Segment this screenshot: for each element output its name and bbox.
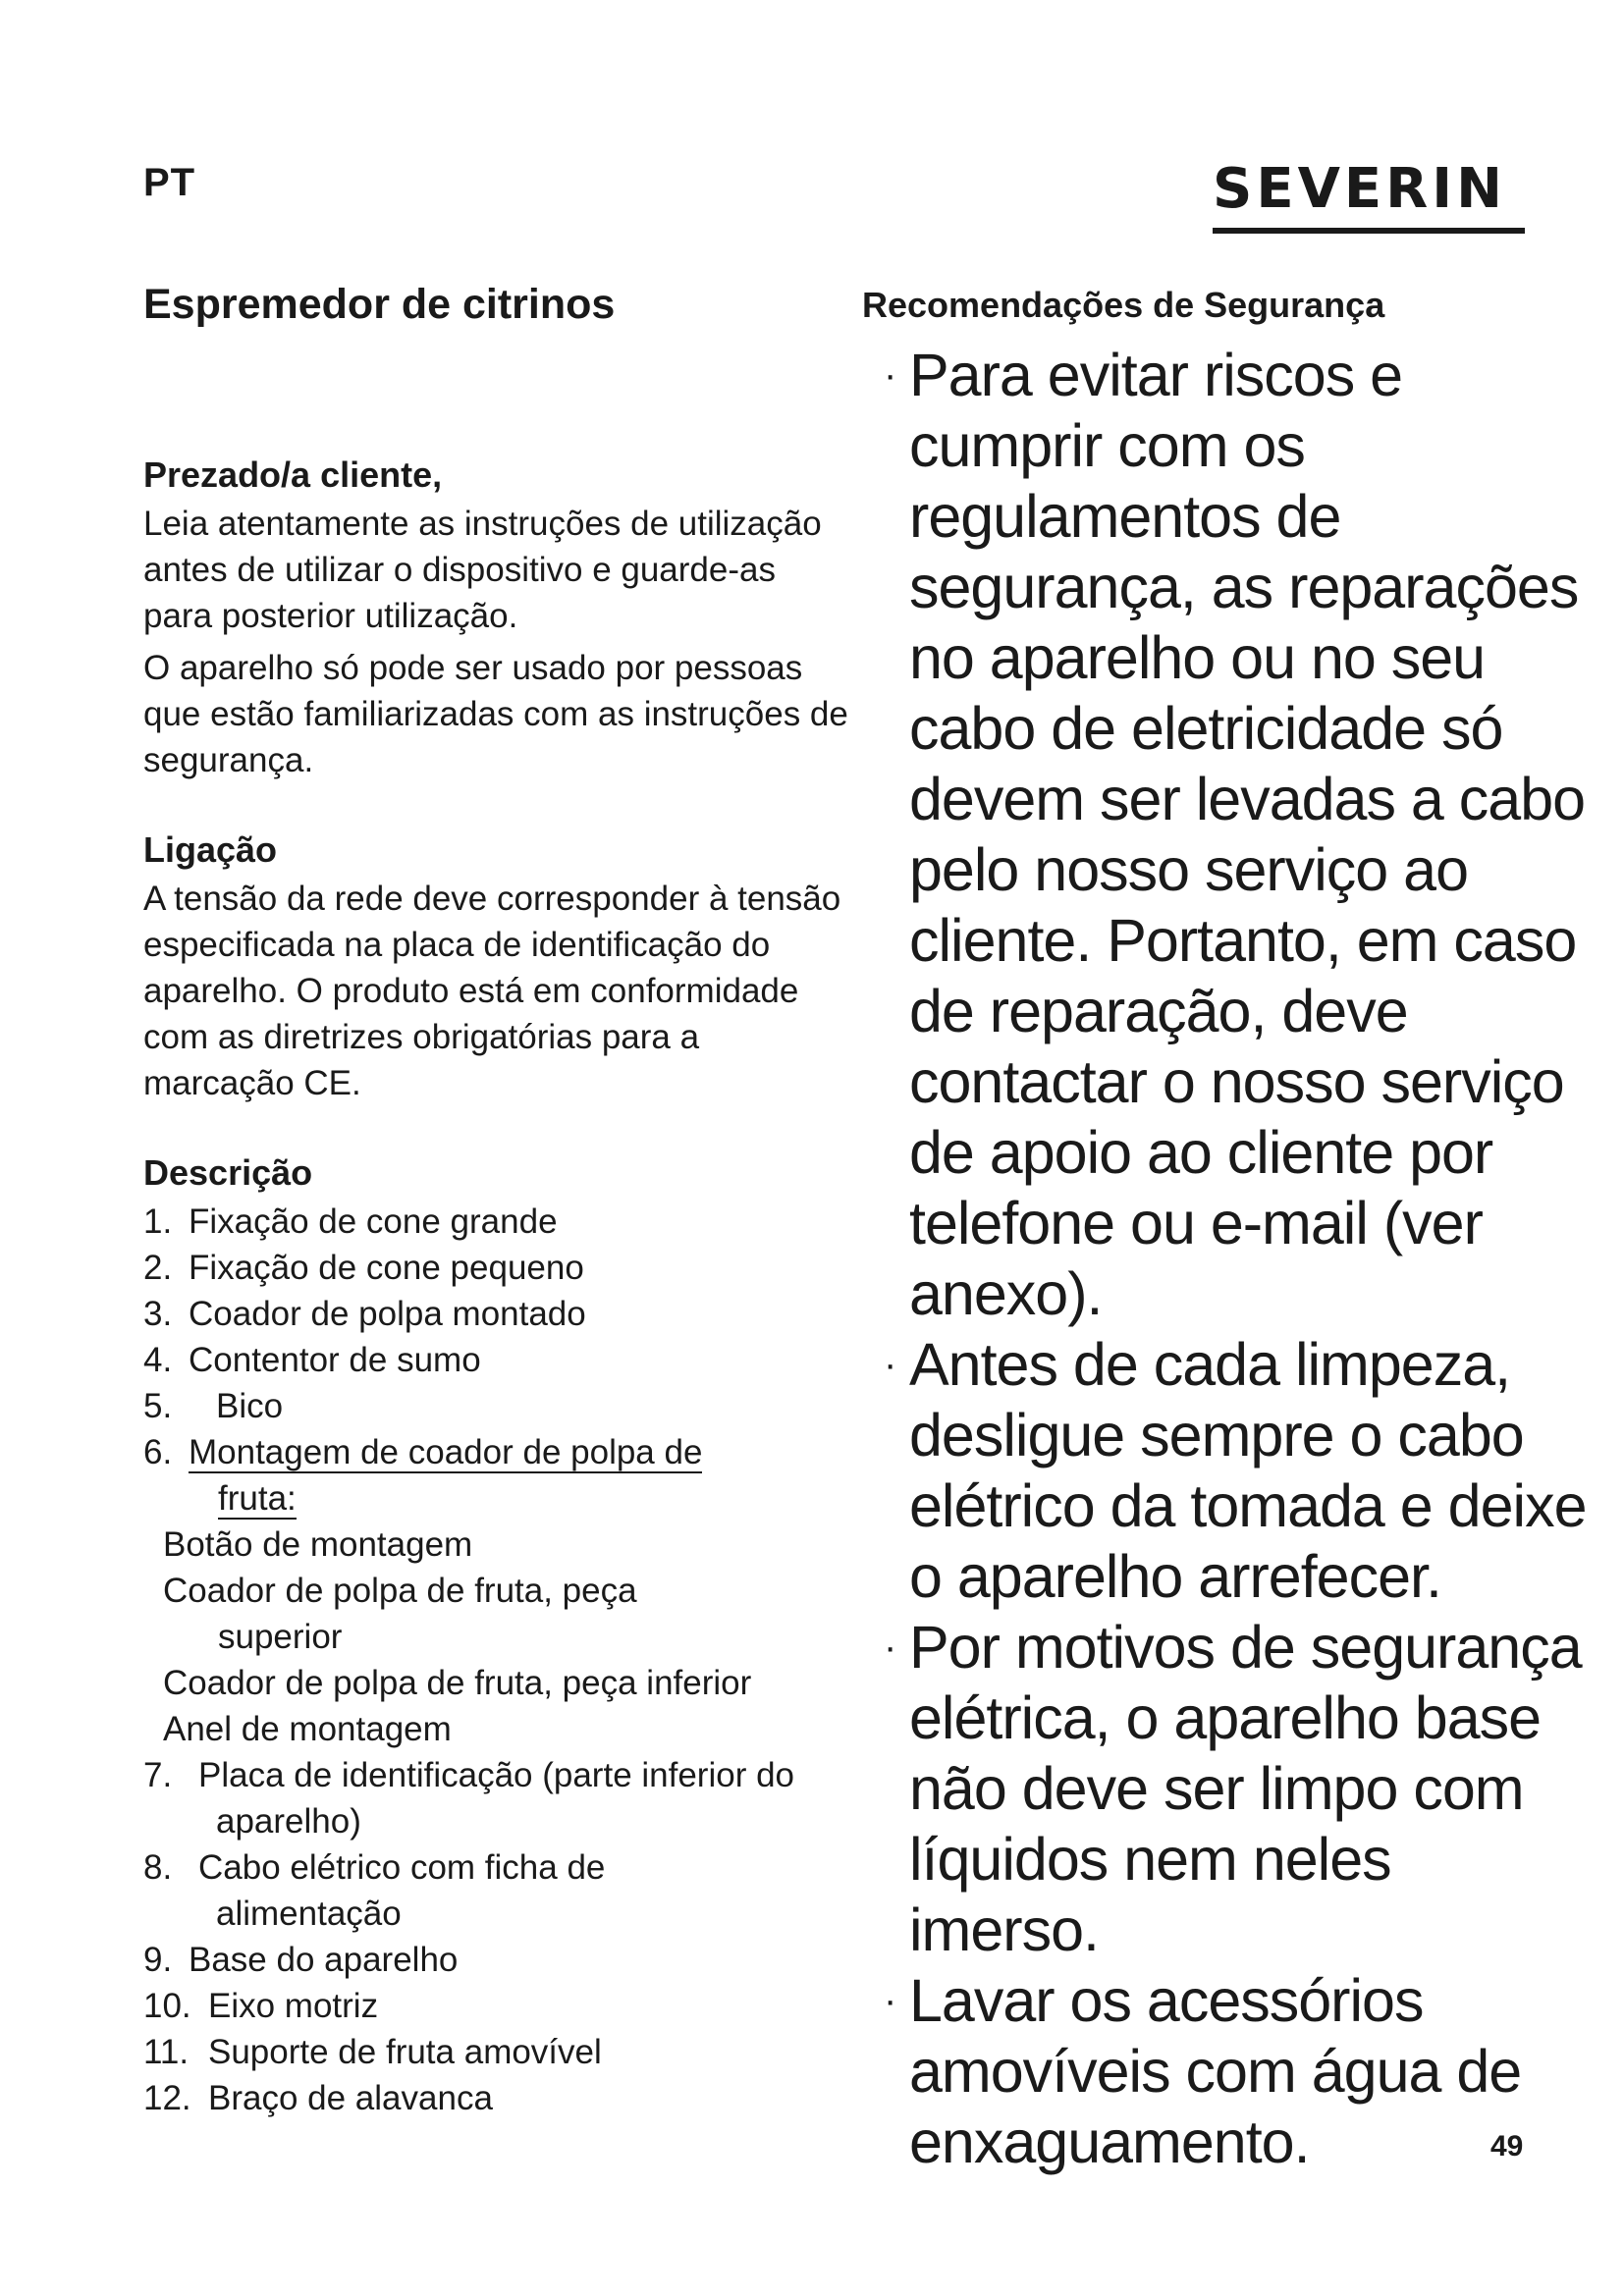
item-text: Braço de alavanca (208, 2079, 493, 2117)
greeting-section (143, 450, 850, 783)
safety-item (862, 1612, 1589, 1965)
safety-item-text: Para evitar riscos e cumprir com os regulamentos de segurança, as reparações no aparelho ou no seu cabo de eletricidade só devem ser levadas a cabo pelo nosso serviço ao cliente. Portanto, em caso de reparação, deve contactar o nosso serviço de apoio ao cliente por telefone ou e-mail (ver anexo). (909, 342, 1586, 1327)
list-item (143, 2075, 850, 2121)
sub-item: Anel de montagem (163, 1710, 452, 1748)
item-number: 9. (143, 1941, 173, 1979)
item-number: 6. (143, 1433, 173, 1471)
sub-item: Botão de montagem (163, 1525, 473, 1564)
list-item (143, 1429, 850, 1522)
brand-logo: SEVERIN (1213, 159, 1525, 234)
list-item (143, 1983, 850, 2029)
connection-heading: Ligação (143, 829, 278, 870)
item-text-cont: aparelho) (216, 1802, 361, 1841)
safety-item-text: Antes de cada limpeza, desligue sempre o cabo elétrico da tomada e deixe o aparelho arrefecer. (909, 1331, 1587, 1610)
greeting-para-2: O aparelho só pode ser usado por pessoas que estão familiarizadas com as instruções de segurança. (143, 649, 848, 779)
safety-list (862, 340, 1589, 2177)
parts-list (143, 1199, 850, 1522)
description-section (143, 1148, 850, 2121)
item-text: Montagem de coador de polpa de (189, 1433, 703, 1471)
safety-item (862, 1965, 1589, 2177)
item-number: 5. (143, 1387, 173, 1425)
item-number: 3. (143, 1295, 173, 1333)
item-number: 11. (143, 2033, 189, 2071)
safety-item (862, 1329, 1589, 1612)
list-item (143, 1752, 850, 1844)
item-text: Cabo elétrico com ficha de (198, 1848, 606, 1887)
item-text: Contentor de sumo (189, 1341, 481, 1379)
list-item (143, 1245, 850, 1291)
right-column (862, 281, 1589, 2177)
bullet-icon: · (884, 1343, 896, 1386)
sub-item (163, 1568, 850, 1660)
safety-heading: Recomendações de Segurança (862, 285, 1385, 325)
connection-section (143, 825, 850, 1106)
list-item (143, 1383, 850, 1429)
bullet-icon: · (884, 353, 896, 397)
item-number: 12. (143, 2079, 191, 2117)
bullet-icon: · (884, 1979, 896, 2022)
left-column (143, 275, 850, 2121)
safety-item-text: Lavar os acessórios amovíveis com água de enxaguamento. (909, 1967, 1522, 2175)
item-number: 10. (143, 1987, 191, 2025)
safety-item-text: Por motivos de segurança elétrica, o aparelho base não deve ser limpo com líquidos nem neles imerso. (909, 1614, 1582, 1963)
item-text: Bico (216, 1387, 284, 1425)
list-item (143, 2029, 850, 2075)
page-number: 49 (1490, 2130, 1524, 2163)
item-text: Fixação de cone pequeno (189, 1249, 584, 1287)
list-item (143, 1937, 850, 1983)
sub-list (143, 1522, 850, 1752)
safety-item (862, 340, 1589, 1329)
item-text-cont: alimentação (216, 1895, 402, 1933)
language-code: PT (143, 161, 196, 204)
parts-list-cont (143, 1752, 850, 2121)
item-text: Fixação de cone grande (189, 1202, 558, 1241)
description-heading: Descrição (143, 1152, 313, 1193)
item-text: Suporte de fruta amovível (208, 2033, 602, 2071)
item-number: 7. (143, 1756, 173, 1794)
sub-item-text-cont: superior (218, 1618, 343, 1656)
item-text: Base do aparelho (189, 1941, 459, 1979)
sub-item: Coador de polpa de fruta, peça inferior (163, 1664, 752, 1702)
item-number: 1. (143, 1202, 173, 1241)
item-number: 4. (143, 1341, 173, 1379)
document-title: Espremedor de citrinos (143, 281, 616, 328)
greeting-heading: Prezado/a cliente, (143, 454, 443, 495)
list-item (143, 1337, 850, 1383)
list-item (143, 1291, 850, 1337)
sub-item-text: Coador de polpa de fruta, peça (163, 1572, 637, 1610)
item-number: 8. (143, 1848, 173, 1887)
list-item (143, 1844, 850, 1937)
list-item (143, 1199, 850, 1245)
greeting-para-1: Leia atentamente as instruções de utilização antes de utilizar o dispositivo e guarde-as para posterior utilização. (143, 505, 822, 635)
bullet-icon: · (884, 1626, 896, 1669)
item-text: Placa de identificação (parte inferior do (198, 1756, 795, 1794)
item-text: Coador de polpa montado (189, 1295, 586, 1333)
connection-para: A tensão da rede deve corresponder à tensão especificada na placa de identificação do aparelho. O produto está em conformidade com as diretrizes obrigatórias para a marcação CE. (143, 880, 841, 1102)
item-text-cont: fruta: (218, 1479, 297, 1518)
item-text: Eixo motriz (208, 1987, 379, 2025)
item-number: 2. (143, 1249, 173, 1287)
